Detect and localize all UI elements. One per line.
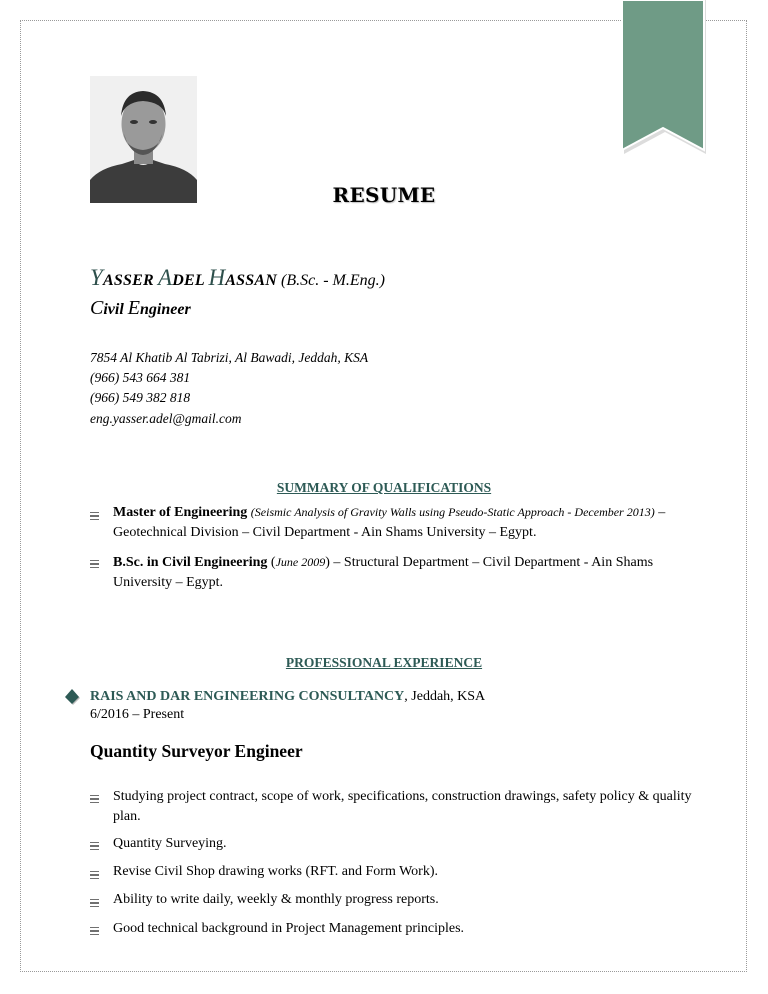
email: eng.yasser.adel@gmail.com [90, 411, 242, 426]
list-bullet-icon [90, 871, 104, 881]
duty-item: Studying project contract, scope of work, specifications, construction drawings, safety policy & quality plan. [113, 789, 692, 824]
document-title: RESUME [332, 183, 436, 207]
name-initial: A [158, 265, 173, 290]
list-bullet-icon [90, 795, 104, 805]
list-bullet-icon [90, 512, 104, 522]
job-title: Quantity Surveyor Engineer [90, 741, 303, 761]
employment-dates: 6/2016 – Present [90, 707, 185, 722]
phone-1: (966) 543 664 381 [90, 370, 191, 385]
summary-heading: SUMMARY OF QUALIFICATIONS [276, 480, 492, 495]
company-line [90, 689, 485, 705]
list-bullet-icon [90, 560, 104, 570]
applicant-role: Civil Engineer [90, 297, 191, 319]
list-bullet-icon [90, 927, 104, 937]
address: 7854 Al Khatib Al Tabrizi, Al Bawadi, Jeddah, KSA [90, 350, 369, 365]
duty-item: Quantity Surveying. [113, 836, 227, 851]
phone-2: (966) 549 382 818 [90, 390, 191, 405]
list-bullet-icon [90, 899, 104, 909]
duty-item: Good technical background in Project Management principles. [113, 921, 465, 936]
company-name: RAIS AND DAR ENGINEERING CONSULTANCY [90, 689, 405, 704]
duty-item: Ability to write daily, weekly & monthly progress reports. [113, 892, 439, 907]
experience-heading: PROFESSIONAL EXPERIENCE [285, 655, 483, 670]
qualification-item: B.Sc. in Civil Engineering (June 2009) – Structural Department – Civil Department - Ain Shams University – Egypt. [113, 555, 654, 590]
duty-item: Revise Civil Shop drawing works (RFT. and Form Work). [113, 864, 439, 879]
applicant-name: YASSER ADEL HASSAN (B.Sc. - M.Eng.) [90, 265, 385, 290]
company-location: , Jeddah, KSA [404, 689, 486, 704]
bookmark-ribbon [622, 0, 708, 158]
name-initial: Y [90, 265, 103, 290]
qualification-item: Master of Engineering (Seismic Analysis of Gravity Walls using Pseudo-Static Approach - December 2013) – Geotechnical Division – Civil Department - Ain Shams University – Egypt. [113, 505, 666, 540]
degrees: (B.Sc. - M.Eng.) [281, 272, 385, 289]
name-initial: H [208, 265, 226, 290]
list-bullet-icon [90, 842, 104, 852]
diamond-icon [63, 688, 81, 706]
